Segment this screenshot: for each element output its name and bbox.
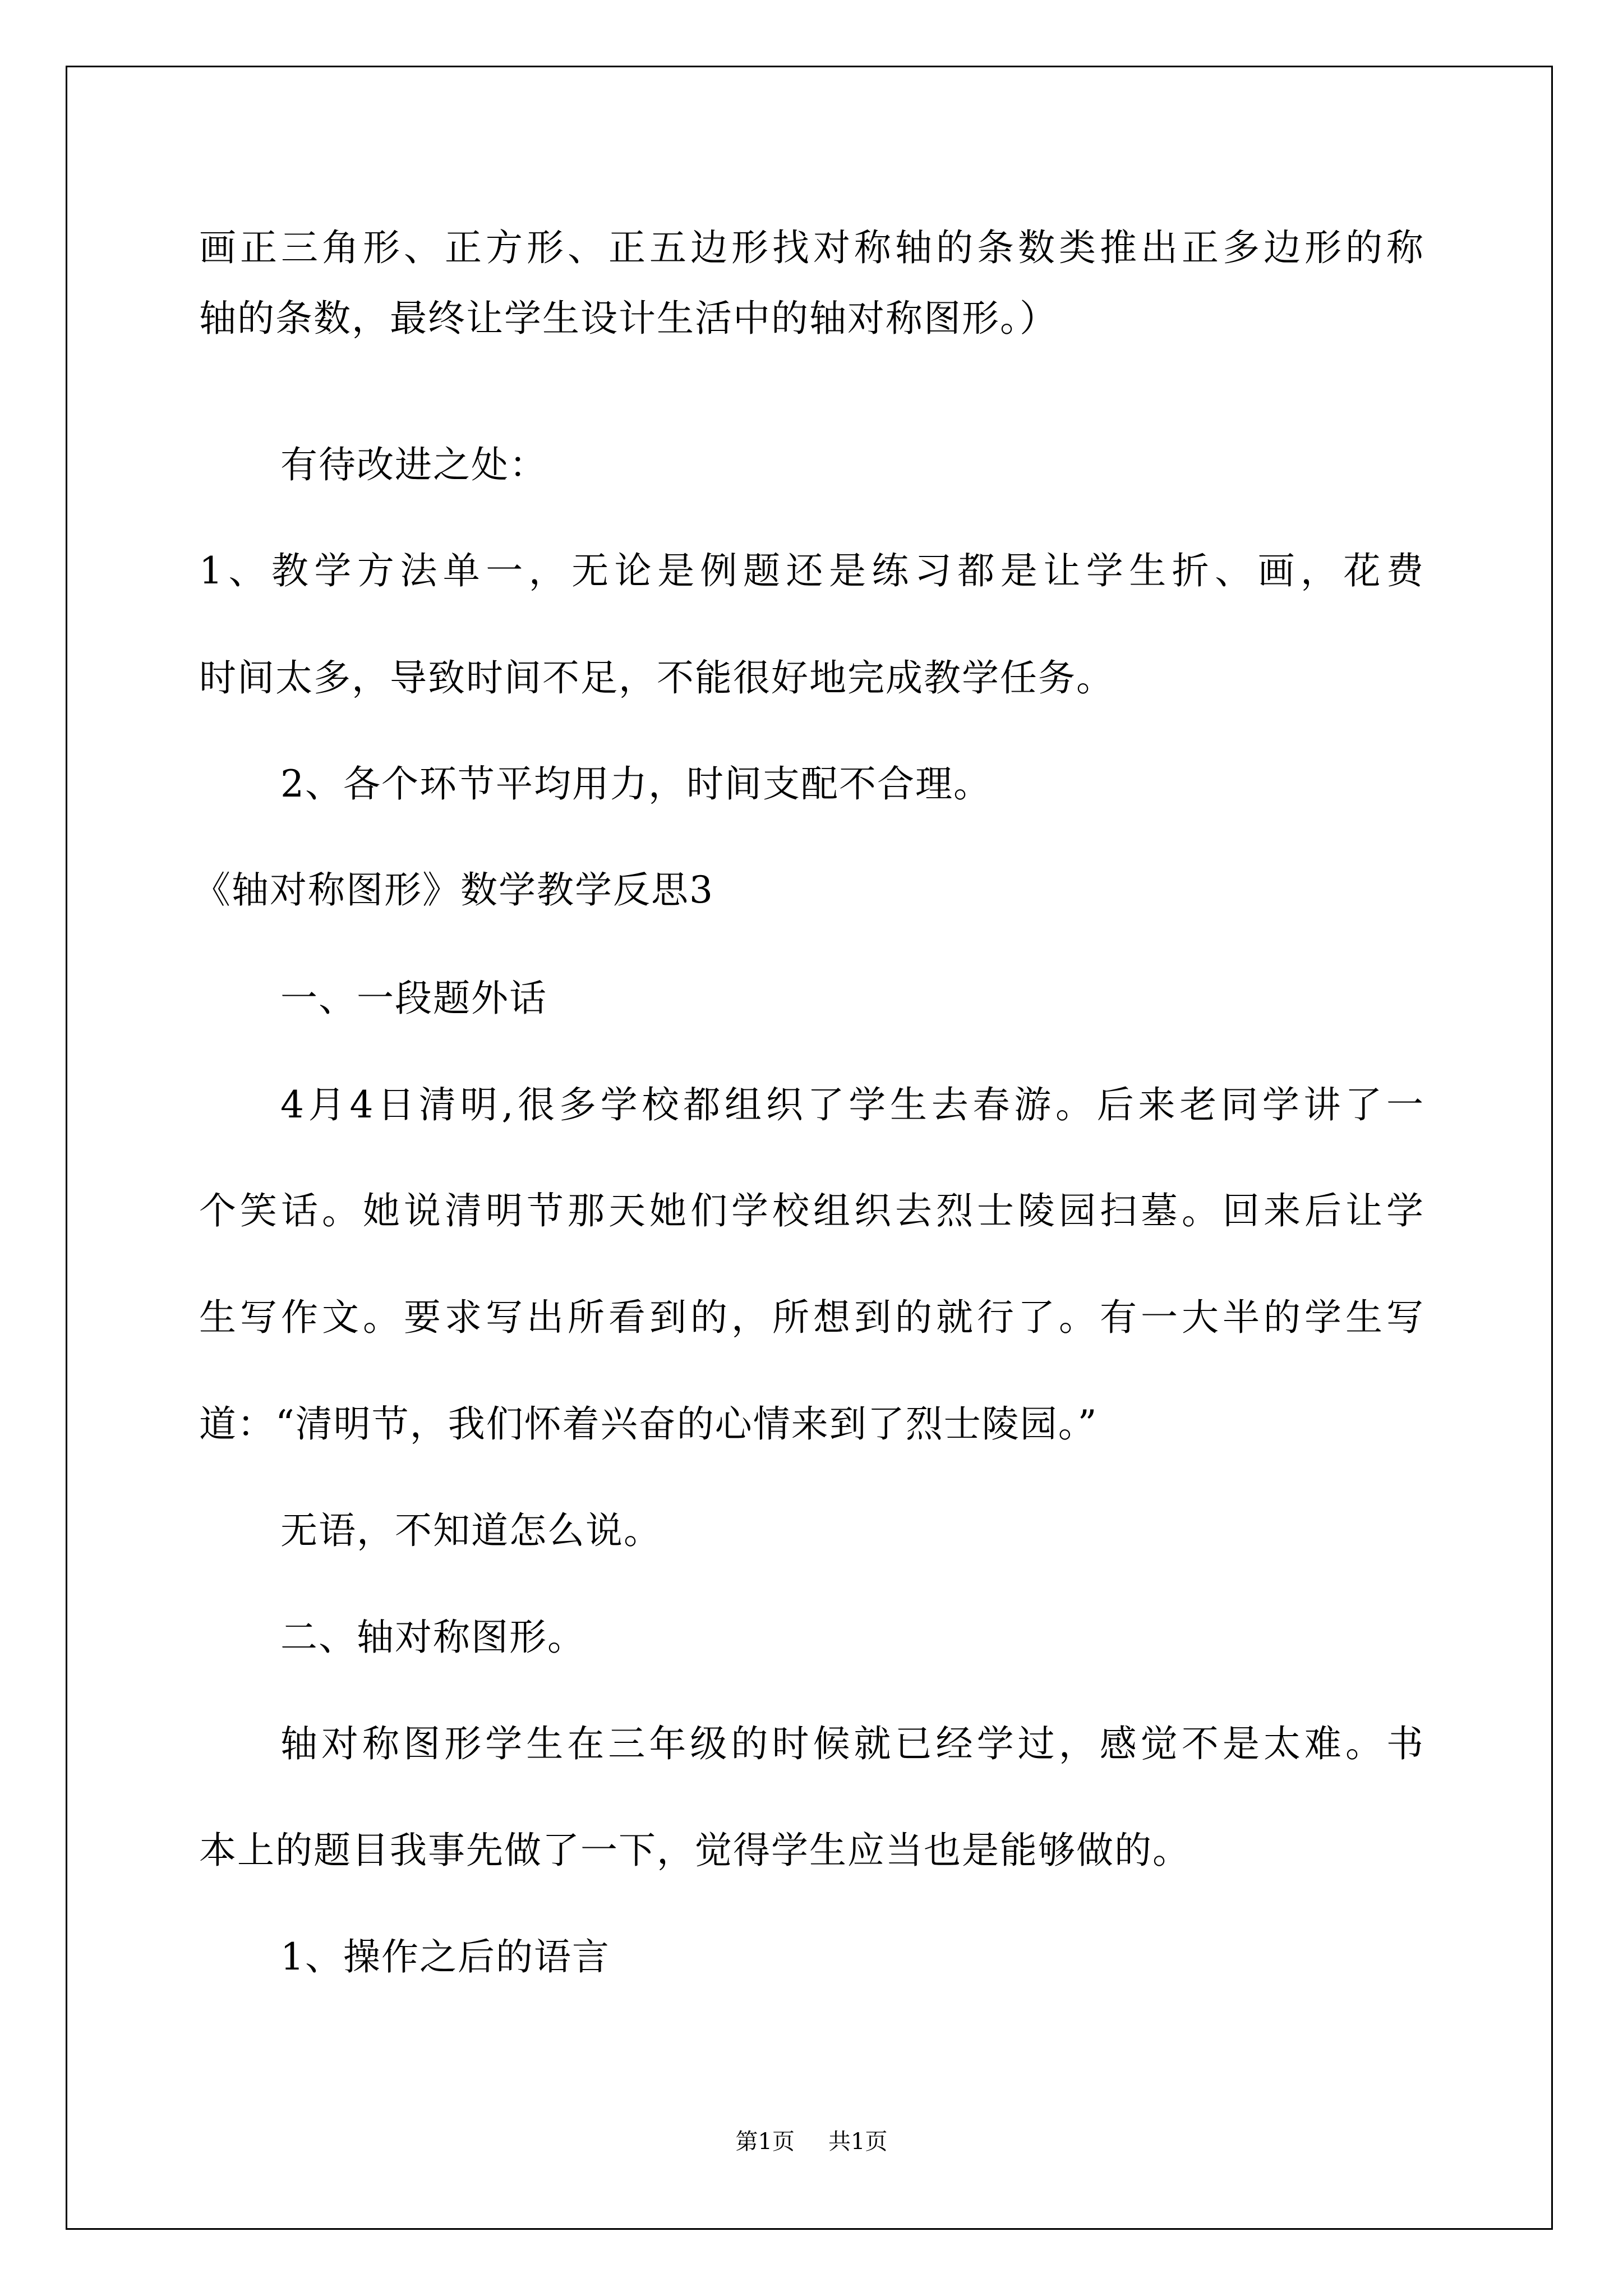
page-border [66,66,1553,2230]
page-number: 第1页 [735,2129,795,2155]
section-heading: 《轴对称图形》数学教学反思3 [193,868,714,912]
paragraph-line: 画正三角形、正方形、正五边形找对称轴的条数类推出正多边形的称 [199,226,1424,269]
paragraph-line: 轴的条数，最终让学生设计生活中的轴对称图形。） [199,297,1058,340]
paragraph-line: 二、轴对称图形。 [280,1616,585,1659]
page-total: 共1页 [828,2129,888,2155]
paragraph-line: 生写作文。要求写出所看到的，所想到的就行了。有一大半的学生写 [199,1296,1424,1339]
paragraph-line: 无语，不知道怎么说。 [280,1509,662,1552]
paragraph-line: 1、教学方法单一，无论是例题还是练习都是让学生折、画，花费 [199,549,1424,592]
paragraph-line: 4月4日清明,很多学校都组织了学生去春游。后来老同学讲了一 [280,1083,1424,1126]
paragraph-line: 道：“清明节，我们怀着兴奋的心情来到了烈士陵园。” [199,1402,1098,1446]
paragraph-line: 轴对称图形学生在三年级的时候就已经学过，感觉不是太难。书 [280,1722,1424,1765]
paragraph-line: 一、一段题外话 [280,977,547,1020]
paragraph-line: 本上的题目我事先做了一下，觉得学生应当也是能够做的。 [199,1829,1191,1872]
paragraph-line: 时间太多，导致时间不足，不能很好地完成教学任务。 [199,656,1114,700]
paragraph-line: 个笑话。她说清明节那天她们学校组织去烈士陵园扫墓。回来后让学 [199,1189,1424,1232]
paragraph-line: 2、各个环节平均用力，时间支配不合理。 [280,762,992,806]
paragraph-line: 1、操作之后的语言 [280,1935,610,1978]
page-footer [0,2126,1623,2157]
paragraph-line: 有待改进之处： [280,443,547,486]
